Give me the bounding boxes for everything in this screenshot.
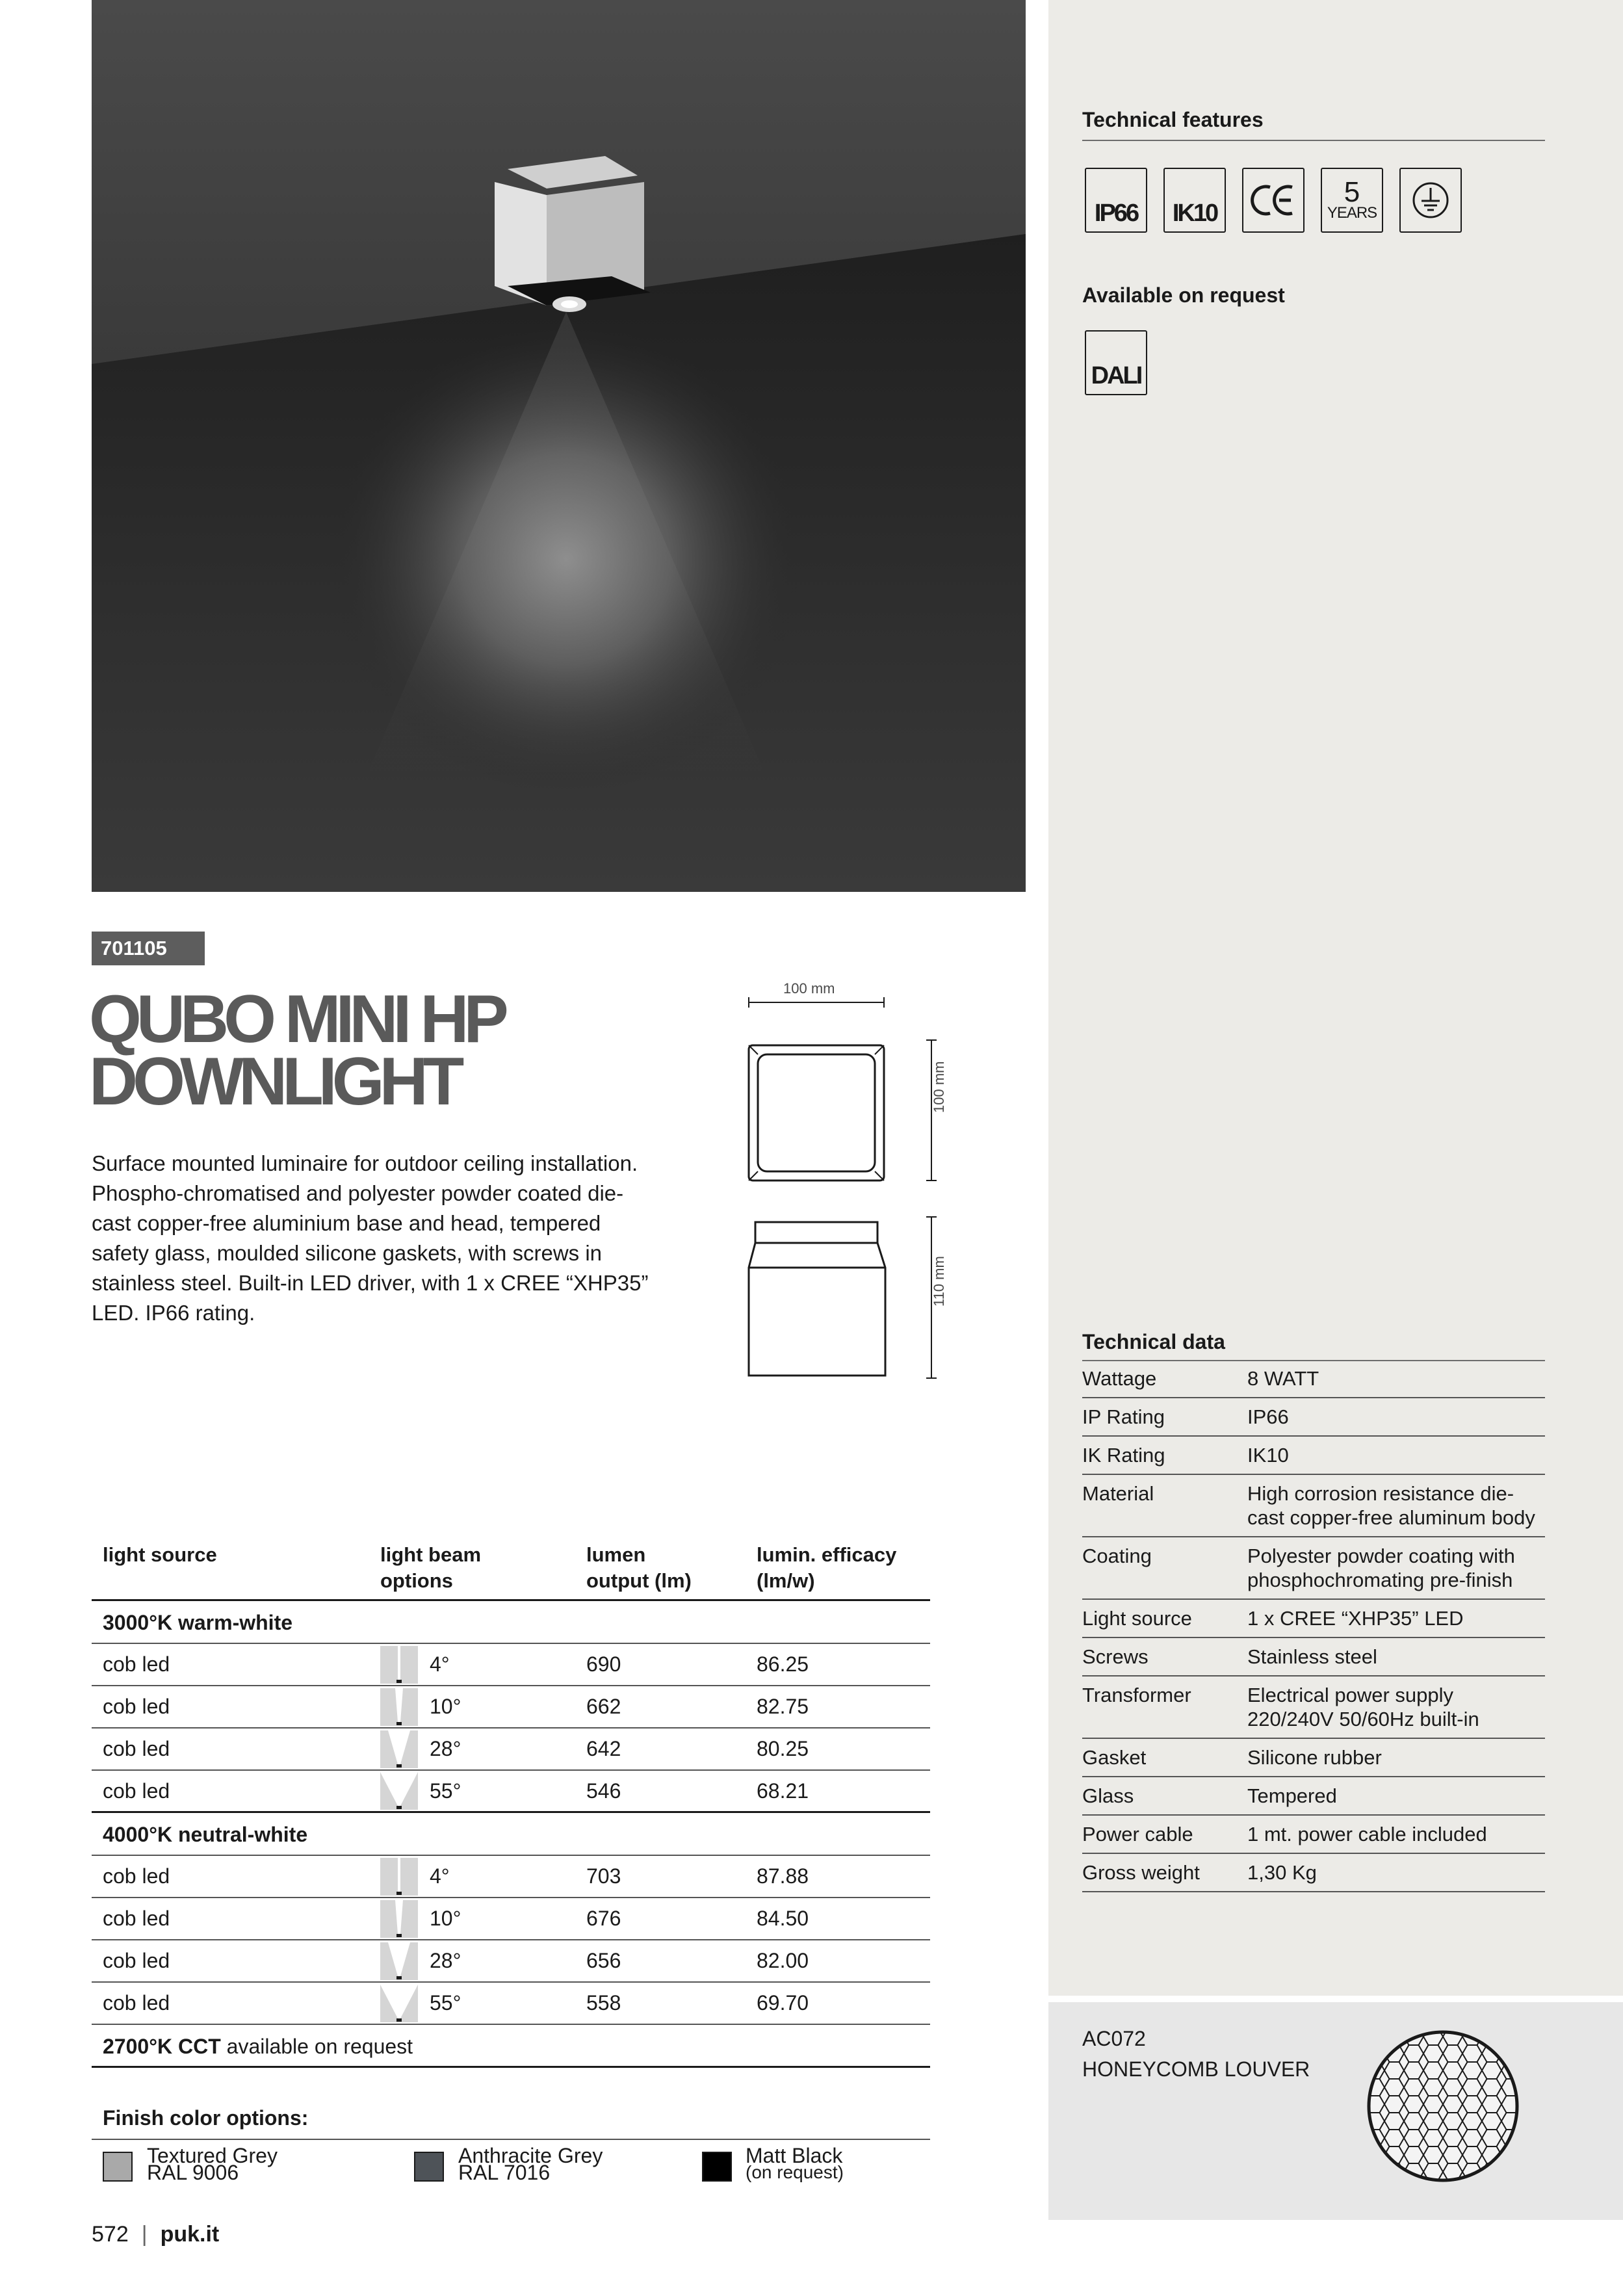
warranty-5-years-badge xyxy=(1321,168,1383,233)
accessory-name: HONEYCOMB LOUVER xyxy=(1082,2057,1310,2081)
td-key: IP Rating xyxy=(1082,1405,1165,1428)
warranty-years-number: 5 xyxy=(1344,176,1360,208)
beam-4-icon xyxy=(380,1646,418,1684)
cell-lumen: 690 xyxy=(586,1652,621,1676)
beam-angle: 4° xyxy=(430,1864,450,1888)
td-key: Screws xyxy=(1082,1645,1149,1668)
cell-efficacy: 86.25 xyxy=(757,1652,809,1676)
td-key: Glass xyxy=(1082,1784,1134,1807)
technical-data-table xyxy=(1082,1360,1545,1892)
cell-efficacy: 80.25 xyxy=(757,1737,809,1760)
dali-badge: DALI xyxy=(1085,330,1147,395)
ip66-badge: IP66 xyxy=(1085,168,1147,233)
product-code-tag: 701105 xyxy=(92,932,205,965)
cell-beam xyxy=(380,1730,586,1768)
td-value: Tempered xyxy=(1247,1784,1337,1807)
cell-source: cob led xyxy=(103,1991,170,2015)
td-value: 1 x CREE “XHP35” LED xyxy=(1247,1607,1464,1630)
table-row xyxy=(92,1898,930,1940)
divider xyxy=(92,2139,930,2140)
cell-beam xyxy=(380,1900,586,1938)
finish-label xyxy=(458,2144,603,2184)
beam-55-icon xyxy=(380,1772,418,1810)
cell-beam xyxy=(380,1772,586,1810)
cell-lumen: 642 xyxy=(586,1737,621,1760)
group-label: 3000°K warm-white xyxy=(92,1601,930,1644)
beam-angle: 10° xyxy=(430,1695,461,1718)
honeycomb-louver-image xyxy=(1365,2028,1521,2184)
ce-mark-icon xyxy=(1242,168,1305,233)
table-row xyxy=(92,1644,930,1686)
table-row xyxy=(1082,1816,1545,1854)
table-row xyxy=(1082,1777,1545,1816)
product-description: Surface mounted luminaire for outdoor ceiling installation. Phospho-chromatised and polyester powder coated die-cast copper-free aluminium base and head, tempered safety glass, moulded silicone gaskets, with screws in stainless steel. Built-in LED driver, with 1 x CREE “XHP35” LED. IP66 rating. xyxy=(92,1151,649,1325)
td-key: Power cable xyxy=(1082,1823,1193,1846)
cell-lumen: 558 xyxy=(586,1991,621,2015)
product-title-line2: DOWNLIGHT xyxy=(89,1044,460,1119)
cell-source: cob led xyxy=(103,1695,170,1718)
group-label: 4000°K neutral-white xyxy=(92,1813,930,1856)
table-row xyxy=(1082,1600,1545,1638)
cell-source: cob led xyxy=(103,1949,170,1972)
finish-name: Anthracite Grey xyxy=(458,2144,603,2167)
beam-angle: 28° xyxy=(430,1737,461,1760)
td-value: 1,30 Kg xyxy=(1247,1861,1317,1884)
divider xyxy=(1082,140,1545,141)
accessory-code: AC072 xyxy=(1082,2027,1146,2050)
column-header: light beam options xyxy=(380,1543,482,1592)
finish-name: Textured Grey xyxy=(147,2144,278,2167)
accessory-label xyxy=(1082,2024,1310,2085)
beam-55-icon xyxy=(380,1985,418,2022)
finish-swatch-anthracite-grey xyxy=(414,2152,444,2182)
product-photo xyxy=(92,0,1026,892)
td-value: Silicone rubber xyxy=(1247,1746,1382,1769)
technical-drawing xyxy=(741,995,962,1385)
column-header: lumen output (lm) xyxy=(586,1543,692,1592)
finish-label xyxy=(147,2144,278,2184)
ik10-badge: IK10 xyxy=(1163,168,1226,233)
finish-swatch-matt-black xyxy=(702,2152,732,2182)
beam-angle: 55° xyxy=(430,1779,461,1803)
td-key: Coating xyxy=(1082,1545,1152,1567)
td-value: IP66 xyxy=(1247,1405,1289,1428)
cell-beam xyxy=(380,1688,586,1726)
width-dimension-label: 100 mm xyxy=(783,980,835,997)
cell-source: cob led xyxy=(103,1652,170,1676)
finish-name: Matt Black xyxy=(746,2144,843,2167)
technical-features-heading: Technical features xyxy=(1082,108,1264,131)
beam-angle: 28° xyxy=(430,1949,461,1972)
beam-10-icon xyxy=(380,1900,418,1938)
cell-source: cob led xyxy=(103,1779,170,1803)
finish-swatch-textured-grey xyxy=(103,2152,133,2182)
table-row xyxy=(1082,1676,1545,1739)
cell-lumen: 676 xyxy=(586,1907,621,1930)
cell-beam xyxy=(380,1646,586,1684)
td-value: High corrosion resistance die-cast copper-free aluminum body xyxy=(1247,1482,1535,1529)
table-row xyxy=(1082,1475,1545,1537)
table-row xyxy=(1082,1398,1545,1437)
page-footer xyxy=(92,2222,219,2247)
table-row xyxy=(92,1940,930,1983)
td-key: Transformer xyxy=(1082,1684,1191,1706)
depth-dimension-label: 100 mm xyxy=(931,1061,947,1113)
available-on-request-heading: Available on request xyxy=(1082,283,1285,307)
table-row xyxy=(1082,1437,1545,1475)
cell-efficacy: 82.75 xyxy=(757,1695,809,1718)
cct-note xyxy=(92,2025,930,2068)
td-key: Gross weight xyxy=(1082,1861,1200,1884)
cell-efficacy: 84.50 xyxy=(757,1907,809,1930)
height-dimension-label: 110 mm xyxy=(931,1256,947,1307)
cct-note-bold: 2700°K CCT xyxy=(103,2035,221,2058)
earth-ground-icon xyxy=(1399,168,1462,233)
finish-ral: RAL 7016 xyxy=(458,2161,551,2184)
td-value: Electrical power supply 220/240V 50/60Hz built-in xyxy=(1247,1684,1479,1730)
product-title xyxy=(89,982,504,1119)
td-value: 1 mt. power cable included xyxy=(1247,1823,1487,1846)
cell-lumen: 546 xyxy=(586,1779,621,1803)
cell-efficacy: 69.70 xyxy=(757,1991,809,2015)
warranty-years-label: YEARS xyxy=(1327,204,1377,222)
cell-lumen: 662 xyxy=(586,1695,621,1718)
table-row xyxy=(92,1686,930,1729)
cell-efficacy: 87.88 xyxy=(757,1864,809,1888)
cell-source: cob led xyxy=(103,1907,170,1930)
footer-separator: | xyxy=(141,2222,148,2247)
table-row xyxy=(1082,1360,1545,1398)
light-options-table xyxy=(92,1542,930,2068)
table-header xyxy=(92,1542,930,1601)
table-row xyxy=(1082,1638,1545,1676)
table-row xyxy=(92,1856,930,1898)
product-title-line1: QUBO MINI HP xyxy=(89,982,504,1057)
table-row xyxy=(1082,1537,1545,1600)
td-key: Gasket xyxy=(1082,1746,1147,1769)
cell-efficacy: 82.00 xyxy=(757,1949,809,1972)
td-key: Material xyxy=(1082,1482,1154,1505)
cell-source: cob led xyxy=(103,1737,170,1760)
td-value: IK10 xyxy=(1247,1444,1289,1467)
finish-ral: RAL 9006 xyxy=(147,2161,239,2184)
cell-beam xyxy=(380,1858,586,1896)
table-row xyxy=(92,1983,930,2025)
cct-note-text: available on request xyxy=(220,2035,413,2058)
cell-lumen: 703 xyxy=(586,1864,621,1888)
td-key: Light source xyxy=(1082,1607,1192,1630)
website-link[interactable]: puk.it xyxy=(160,2222,220,2247)
td-key: IK Rating xyxy=(1082,1444,1165,1467)
cell-beam xyxy=(380,1985,586,2022)
column-header: light source xyxy=(103,1543,217,1566)
td-value: Polyester powder coating with phosphochromating pre-finish xyxy=(1247,1545,1515,1591)
finish-note: (on request) xyxy=(746,2162,844,2182)
page-number: 572 xyxy=(92,2222,129,2247)
sidebar-divider xyxy=(1048,1996,1623,2002)
beam-angle: 4° xyxy=(430,1652,450,1676)
td-key: Wattage xyxy=(1082,1367,1157,1390)
cell-beam xyxy=(380,1942,586,1980)
column-header: lumin. efficacy (lm/w) xyxy=(757,1543,897,1592)
beam-28-icon xyxy=(380,1730,418,1768)
finish-label xyxy=(746,2144,844,2182)
td-value: Stainless steel xyxy=(1247,1645,1377,1668)
beam-10-icon xyxy=(380,1688,418,1726)
table-row xyxy=(1082,1739,1545,1777)
table-row xyxy=(92,1771,930,1813)
beam-28-icon xyxy=(380,1942,418,1980)
beam-4-icon xyxy=(380,1858,418,1896)
table-row xyxy=(92,1729,930,1771)
finish-heading: Finish color options: xyxy=(103,2106,309,2130)
cell-lumen: 656 xyxy=(586,1949,621,1972)
table-row xyxy=(1082,1854,1545,1892)
beam-angle: 10° xyxy=(430,1907,461,1930)
cell-efficacy: 68.21 xyxy=(757,1779,809,1803)
cell-source: cob led xyxy=(103,1864,170,1888)
td-value: 8 WATT xyxy=(1247,1367,1319,1390)
beam-angle: 55° xyxy=(430,1991,461,2015)
technical-data-heading: Technical data xyxy=(1082,1330,1225,1353)
